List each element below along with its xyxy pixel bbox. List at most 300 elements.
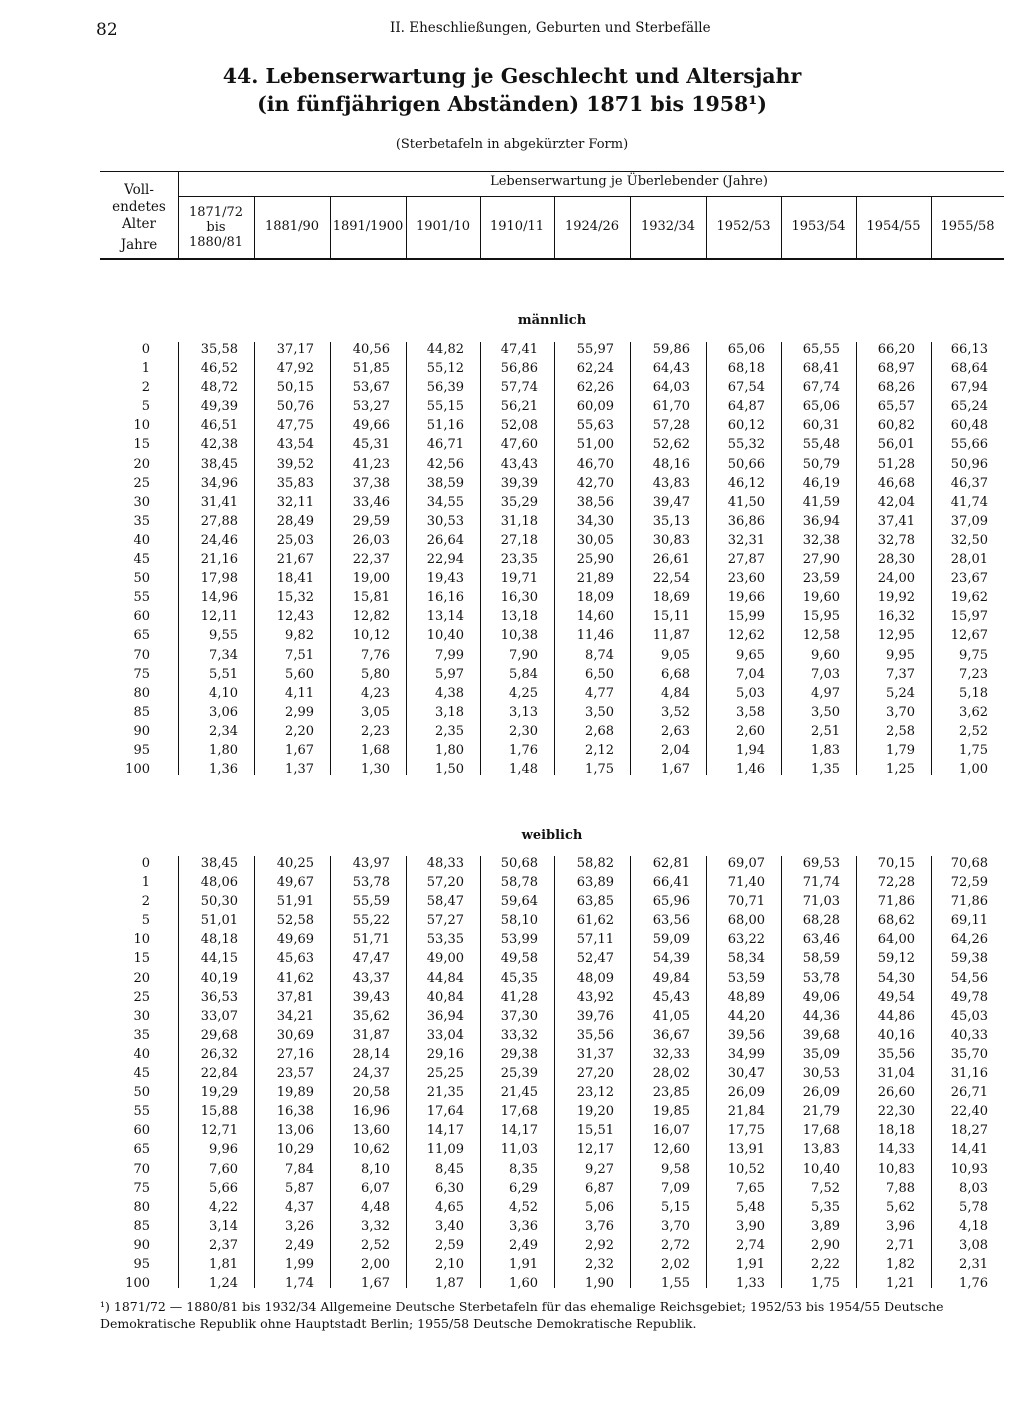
table-cell: 41,59 [802,494,840,510]
table-cell: 22,94 [426,552,464,568]
table-cell: 1,79 [886,742,915,758]
table-cell: 23,57 [276,1066,314,1082]
table-cell: 51,00 [576,437,614,453]
age-cell: 20 [133,456,150,472]
table-cell: 68,64 [950,361,988,377]
table-cell: 33,04 [426,1027,464,1043]
table-cell: 8,03 [959,1180,988,1196]
table-cell: 4,18 [959,1218,988,1234]
table-cell: 2,20 [285,723,314,739]
table-cell: 46,70 [576,456,614,472]
table-cell: 3,36 [509,1218,538,1234]
table-cell: 65,06 [727,342,765,357]
table-cell: 3,14 [209,1218,238,1234]
table-cell: 53,35 [426,932,464,948]
table-cell: 9,75 [959,647,988,663]
table-cell: 1,83 [811,742,840,758]
value-column [178,854,238,1293]
table-cell: 50,68 [500,856,538,871]
table-cell: 15,51 [576,1123,614,1139]
table-cell: 70,71 [727,894,765,910]
table-cell: 10,40 [802,1161,840,1177]
table-cell: 44,86 [877,1008,915,1024]
table-cell: 10,83 [877,1161,915,1177]
super-header: Lebenserwartung je Überlebender (Jahre) [490,174,768,189]
age-cell: 60 [133,1123,150,1139]
value-column [554,854,614,1293]
table-cell: 36,86 [727,513,765,529]
table-cell: 58,82 [576,856,614,871]
table-cell: 30,53 [426,513,464,529]
table-cell: 4,38 [435,685,464,701]
table-cell: 62,24 [576,361,614,377]
table-cell: 2,71 [886,1237,915,1253]
age-cell: 55 [133,590,150,606]
table-cell: 58,10 [500,913,538,929]
table-cell: 43,54 [276,437,314,453]
table-cell: 68,28 [802,913,840,929]
table-cell: 51,16 [426,418,464,434]
table-cell: 33,07 [200,1008,238,1024]
value-column [406,340,464,779]
table-cell: 14,17 [500,1123,538,1139]
table-cell: 33,32 [500,1027,538,1043]
age-cell: 70 [133,647,150,663]
value-column [856,340,915,779]
table-cell: 32,50 [950,532,988,548]
age-cell: 2 [141,894,150,910]
table-cell: 14,33 [877,1142,915,1158]
table-cell: 66,41 [652,875,690,891]
table-cell: 12,60 [652,1142,690,1158]
table-cell: 69,07 [727,856,765,871]
table-cell: 40,84 [426,989,464,1005]
table-cell: 53,78 [352,875,390,891]
table-cell: 13,83 [802,1142,840,1158]
table-cell: 50,15 [276,380,314,396]
table-cell: 65,24 [950,399,988,415]
header-sub-rule [178,196,1004,197]
table-cell: 55,59 [352,894,390,910]
table-subtitle: (Sterbetafeln in abgekürzter Form) [395,137,629,152]
table-cell: 31,18 [500,513,538,529]
table-cell: 46,71 [426,437,464,453]
table-cell: 14,17 [426,1123,464,1139]
table-cell: 56,01 [877,437,915,453]
table-cell: 72,59 [950,875,988,891]
table-cell: 49,66 [352,418,390,434]
table-cell: 47,60 [500,437,538,453]
table-cell: 18,41 [276,571,314,587]
table-cell: 6,68 [661,666,690,682]
table-cell: 64,00 [877,932,915,948]
table-cell: 7,51 [285,647,314,663]
table-cell: 3,70 [886,704,915,720]
page-number: 82 [96,20,118,40]
table-cell: 21,84 [727,1104,765,1120]
table-cell: 12,62 [727,628,765,644]
table-cell: 41,50 [727,494,765,510]
table-cell: 3,52 [661,704,690,720]
table-cell: 54,56 [950,970,988,986]
table-cell: 7,23 [959,666,988,682]
age-cell: 55 [133,1104,150,1120]
column-header: 1955/58 [940,219,995,234]
table-cell: 60,09 [576,399,614,415]
table-cell: 30,83 [652,532,690,548]
table-cell: 5,66 [209,1180,238,1196]
table-cell: 16,32 [877,609,915,625]
table-cell: 8,35 [509,1161,538,1177]
table-cell: 3,40 [435,1218,464,1234]
age-cell: 50 [133,571,150,587]
table-cell: 68,00 [727,913,765,929]
column-header: 1881/90 [264,219,319,234]
table-cell: 13,60 [352,1123,390,1139]
table-cell: 1,91 [509,1256,538,1272]
table-cell: 32,38 [802,532,840,548]
value-column [706,340,765,779]
column-divider [781,197,782,258]
age-cell: 1 [141,361,150,377]
table-cell: 2,02 [661,1256,690,1272]
table-cell: 47,41 [500,342,538,357]
table-cell: 7,99 [435,647,464,663]
table-cell: 23,60 [727,571,765,587]
table-cell: 1,00 [959,762,988,778]
table-cell: 23,85 [652,1085,690,1101]
table-cell: 66,13 [950,342,988,357]
age-cell: 25 [133,475,150,491]
table-cell: 10,29 [276,1142,314,1158]
table-cell: 67,94 [950,380,988,396]
table-cell: 48,72 [200,380,238,396]
table-cell: 20,58 [352,1085,390,1101]
table-cell: 51,85 [352,361,390,377]
age-cell: 20 [133,970,150,986]
table-cell: 2,51 [811,723,840,739]
table-cell: 45,63 [276,951,314,967]
table-cell: 49,84 [652,970,690,986]
table-cell: 37,41 [877,513,915,529]
table-cell: 37,81 [276,989,314,1005]
table-cell: 2,63 [661,723,690,739]
table-cell: 4,11 [285,685,314,701]
table-cell: 8,74 [585,647,614,663]
table-cell: 2,23 [361,723,390,739]
column-divider [706,197,707,258]
table-cell: 55,48 [802,437,840,453]
table-cell: 7,37 [886,666,915,682]
table-cell: 46,68 [877,475,915,491]
table-cell: 12,58 [802,628,840,644]
table-cell: 65,55 [802,342,840,357]
table-cell: 51,91 [276,894,314,910]
age-cell: 15 [133,437,150,453]
table-cell: 48,18 [200,932,238,948]
table-cell: 2,22 [811,1256,840,1272]
column-divider [931,197,932,258]
table-cell: 3,26 [285,1218,314,1234]
table-cell: 71,74 [802,875,840,891]
table-cell: 5,51 [209,666,238,682]
table-cell: 48,09 [576,970,614,986]
table-cell: 26,03 [352,532,390,548]
table-cell: 13,91 [727,1142,765,1158]
table-cell: 17,68 [802,1123,840,1139]
age-cell: 95 [133,742,150,758]
table-cell: 41,74 [950,494,988,510]
table-cell: 2,90 [811,1237,840,1253]
age-cell: 45 [133,552,150,568]
table-cell: 48,06 [200,875,238,891]
value-column [630,854,690,1293]
table-cell: 15,99 [727,609,765,625]
table-cell: 46,19 [802,475,840,491]
table-cell: 1,67 [285,742,314,758]
table-cell: 1,90 [585,1276,614,1292]
table-cell: 5,80 [361,666,390,682]
table-cell: 32,78 [877,532,915,548]
table-cell: 19,00 [352,571,390,587]
table-cell: 27,90 [802,552,840,568]
column-header: 1901/10 [415,219,470,234]
column-divider [630,197,631,258]
table-cell: 14,60 [576,609,614,625]
column-header: 1952/53 [716,219,771,234]
table-cell: 35,70 [950,1046,988,1062]
table-cell: 70,15 [877,856,915,871]
age-cell: 0 [141,856,150,871]
column-header: 1891/1900 [332,219,404,234]
table-cell: 2,04 [661,742,690,758]
table-cell: 37,17 [276,342,314,357]
table-cell: 27,16 [276,1046,314,1062]
table-cell: 5,60 [285,666,314,682]
age-cell: 90 [133,723,150,739]
table-cell: 49,69 [276,932,314,948]
table-cell: 71,40 [727,875,765,891]
age-cell: 100 [125,762,150,778]
table-cell: 28,30 [877,552,915,568]
table-cell: 36,67 [652,1027,690,1043]
table-cell: 24,37 [352,1066,390,1082]
table-cell: 5,84 [509,666,538,682]
column-header: 1932/34 [640,219,695,234]
value-column [178,340,238,779]
age-cell: 50 [133,1085,150,1101]
table-title [0,62,1024,118]
table-cell: 2,34 [209,723,238,739]
table-cell: 68,18 [727,361,765,377]
table-cell: 48,33 [426,856,464,871]
table-cell: 5,15 [661,1199,690,1215]
table-cell: 17,75 [727,1123,765,1139]
table-cell: 19,43 [426,571,464,587]
table-cell: 57,74 [500,380,538,396]
table-cell: 55,22 [352,913,390,929]
table-cell: 2,49 [509,1237,538,1253]
table-cell: 1,55 [661,1276,690,1292]
table-cell: 39,47 [652,494,690,510]
table-cell: 15,88 [200,1104,238,1120]
table-cell: 59,64 [500,894,538,910]
table-cell: 46,12 [727,475,765,491]
table-cell: 4,84 [661,685,690,701]
table-cell: 28,02 [652,1066,690,1082]
table-cell: 4,37 [285,1199,314,1215]
table-cell: 3,76 [585,1218,614,1234]
table-cell: 71,86 [950,894,988,910]
table-cell: 35,62 [352,1008,390,1024]
table-cell: 57,20 [426,875,464,891]
table-cell: 64,26 [950,932,988,948]
value-column [856,854,915,1293]
table-cell: 28,01 [950,552,988,568]
table-cell: 9,82 [285,628,314,644]
table-cell: 63,22 [727,932,765,948]
age-cell: 85 [133,1218,150,1234]
table-cell: 51,01 [200,913,238,929]
value-column [781,854,840,1293]
table-cell: 4,22 [209,1199,238,1215]
table-cell: 45,43 [652,989,690,1005]
table-cell: 48,16 [652,456,690,472]
table-cell: 2,37 [209,1237,238,1253]
age-cell: 15 [133,951,150,967]
table-cell: 55,15 [426,399,464,415]
table-cell: 36,94 [802,513,840,529]
table-cell: 35,58 [200,342,238,357]
table-cell: 26,32 [200,1046,238,1062]
table-cell: 32,33 [652,1046,690,1062]
table-cell: 31,41 [200,494,238,510]
table-cell: 11,87 [652,628,690,644]
table-cell: 53,59 [727,970,765,986]
table-cell: 47,47 [352,951,390,967]
table-cell: 11,09 [426,1142,464,1158]
table-cell: 22,54 [652,571,690,587]
table-cell: 3,58 [736,704,765,720]
table-cell: 30,53 [802,1066,840,1082]
table-cell: 47,92 [276,361,314,377]
table-cell: 5,35 [811,1199,840,1215]
table-cell: 65,96 [652,894,690,910]
table-cell: 25,90 [576,552,614,568]
table-cell: 7,88 [886,1180,915,1196]
table-cell: 1,30 [361,762,390,778]
table-cell: 28,14 [352,1046,390,1062]
table-cell: 23,35 [500,552,538,568]
table-cell: 5,62 [886,1199,915,1215]
table-cell: 49,67 [276,875,314,891]
table-cell: 4,97 [811,685,840,701]
table-cell: 1,75 [811,1276,840,1292]
table-cell: 34,99 [727,1046,765,1062]
table-cell: 25,03 [276,532,314,548]
table-cell: 41,05 [652,1008,690,1024]
table-cell: 52,08 [500,418,538,434]
table-cell: 7,90 [509,647,538,663]
value-column [406,854,464,1293]
table-cell: 22,40 [950,1104,988,1120]
column-header: 1910/11 [489,219,544,234]
table-cell: 2,59 [435,1237,464,1253]
table-cell: 67,54 [727,380,765,396]
table-cell: 21,67 [276,552,314,568]
table-cell: 26,09 [802,1085,840,1101]
table-cell: 26,64 [426,532,464,548]
table-cell: 58,59 [802,951,840,967]
table-cell: 1,37 [285,762,314,778]
table-cell: 26,09 [727,1085,765,1101]
value-column [254,340,314,779]
table-cell: 68,97 [877,361,915,377]
table-cell: 60,48 [950,418,988,434]
table-cell: 18,09 [576,590,614,606]
table-cell: 21,79 [802,1104,840,1120]
table-cell: 1,68 [361,742,390,758]
table-cell: 19,62 [950,590,988,606]
table-cell: 49,00 [426,951,464,967]
table-cell: 19,20 [576,1104,614,1120]
table-cell: 1,87 [435,1276,464,1292]
table-cell: 1,82 [886,1256,915,1272]
table-cell: 15,81 [352,590,390,606]
table-cell: 15,95 [802,609,840,625]
table-cell: 37,09 [950,513,988,529]
table-cell: 31,04 [877,1066,915,1082]
table-cell: 7,84 [285,1161,314,1177]
table-cell: 2,68 [585,723,614,739]
table-cell: 50,66 [727,456,765,472]
table-cell: 19,71 [500,571,538,587]
table-cell: 4,10 [209,685,238,701]
table-cell: 46,37 [950,475,988,491]
table-cell: 49,78 [950,989,988,1005]
table-cell: 64,87 [727,399,765,415]
table-cell: 24,46 [200,532,238,548]
table-cell: 3,18 [435,704,464,720]
table-cell: 8,45 [435,1161,464,1177]
age-cell: 10 [133,932,150,948]
table-cell: 6,29 [509,1180,538,1196]
table-cell: 2,10 [435,1256,464,1272]
age-cell: 25 [133,989,150,1005]
table-cell: 1,81 [209,1256,238,1272]
table-cell: 4,48 [361,1199,390,1215]
table-cell: 5,03 [736,685,765,701]
table-cell: 22,37 [352,552,390,568]
table-cell: 52,47 [576,951,614,967]
section-label: männlich [517,313,587,328]
table-cell: 12,67 [950,628,988,644]
table-cell: 36,53 [200,989,238,1005]
age-cell: 40 [133,532,150,548]
table-cell: 19,66 [727,590,765,606]
table-cell: 4,65 [435,1199,464,1215]
value-column [781,340,840,779]
table-cell: 50,79 [802,456,840,472]
table-cell: 6,07 [361,1180,390,1196]
age-column [100,340,150,779]
table-cell: 36,94 [426,1008,464,1024]
table-cell: 65,06 [802,399,840,415]
table-cell: 63,89 [576,875,614,891]
table-cell: 1,25 [886,762,915,778]
table-cell: 41,62 [276,970,314,986]
table-cell: 34,21 [276,1008,314,1024]
